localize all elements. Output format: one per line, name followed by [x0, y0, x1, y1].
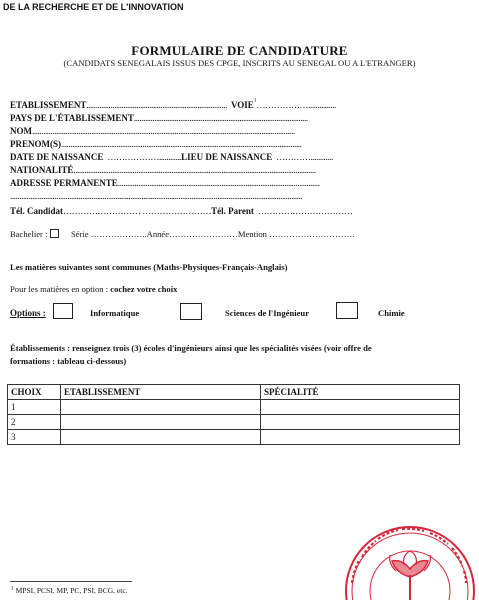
choice-specialite-cell[interactable]: [261, 400, 460, 415]
schools-instruction-line-2: formations : tableau ci-dessous): [10, 356, 127, 366]
lieu-naissance-field[interactable]: …………............: [276, 152, 333, 162]
choice-number: 3: [8, 430, 61, 445]
option-informatique-checkbox[interactable]: [53, 303, 73, 319]
choices-table: [7, 384, 460, 445]
choice-etablissement-cell[interactable]: [61, 400, 261, 415]
form-subtitle: (CANDIDATS SENEGALAIS ISSUS DES CPGE, INSCRITS AU SENEGAL OU A L'ETRANGER): [63, 58, 416, 68]
date-naissance-label: DATE DE NAISSANCE: [10, 152, 104, 162]
choice-specialite-cell[interactable]: [261, 415, 460, 430]
option-chimie-label: Chimie: [378, 308, 405, 318]
header-specialite: SPÉCIALITÉ: [261, 385, 460, 400]
schools-instruction-line-1: [10, 344, 372, 353]
table-row: [8, 430, 460, 445]
lieu-naissance-label: LIEU DE NAISSANCE: [181, 152, 273, 162]
annee-label: Année: [146, 229, 170, 239]
choice-specialite-cell[interactable]: [261, 430, 460, 445]
options-instruction: [10, 285, 177, 294]
adresse-label: ADRESSE PERMANENTE: [10, 178, 118, 188]
voie-field[interactable]: ………………...............: [256, 100, 336, 110]
nationalite-label: NATIONALITÉ: [10, 165, 74, 175]
adresse-field-2[interactable]: ..............................................................................................................................................................: [10, 191, 303, 201]
table-header-row: [8, 385, 460, 400]
choice-etablissement-cell[interactable]: [61, 415, 261, 430]
common-subjects-text: Les matières suivantes sont communes (Maths-Physiques-Français-Anglais): [10, 262, 288, 272]
options-label: Options :: [10, 308, 46, 318]
option-sciences-ingenieur-label: Sciences de l'Ingénieur: [225, 308, 310, 318]
tel-parent-label: Tél. Parent: [211, 206, 254, 216]
etablissement-field[interactable]: ............................................................................: [86, 100, 227, 110]
option-informatique-label: Informatique: [90, 308, 140, 318]
choice-etablissement-cell[interactable]: [61, 430, 261, 445]
prenoms-field[interactable]: ..................................................................................................................................: [61, 139, 302, 149]
footnote: [11, 587, 128, 595]
ministry-header: DE LA RECHERCHE ET DE L'INNOVATION: [3, 2, 184, 12]
header-etablissement: ETABLISSEMENT: [61, 385, 261, 400]
bachelier-line: [10, 229, 355, 239]
footnote-text: MPSI, PCSI, MP, PC, PSI, BCG, etc.: [15, 586, 128, 595]
date-naissance-field[interactable]: ………………............: [107, 152, 182, 162]
mention-field[interactable]: …………………………: [269, 229, 356, 239]
voie-label: VOIE: [230, 100, 254, 110]
adresse-field[interactable]: .............................................................................................................: [117, 178, 320, 188]
option-chimie-checkbox[interactable]: [336, 302, 358, 319]
nationalite-field[interactable]: ...................................................................................................................................: [73, 165, 316, 175]
options-instruction-prefix: Pour les matières en option :: [10, 284, 109, 294]
footnote-marker: 1: [11, 585, 14, 592]
voie-footnote-ref: 1: [253, 97, 257, 104]
bachelier-checkbox[interactable]: [50, 229, 59, 238]
annee-field[interactable]: ……………………: [169, 229, 238, 239]
tel-parent-field[interactable]: ……………………………: [257, 206, 353, 216]
pays-label: PAYS DE L'ÉTABLISSEMENT: [10, 113, 134, 123]
nom-label: NOM: [10, 126, 32, 136]
table-row: [8, 415, 460, 430]
pays-field[interactable]: ..............................................................................................: [133, 113, 308, 123]
footnote-divider: [10, 581, 132, 582]
choice-number: 1: [8, 400, 61, 415]
etablissement-label: ETABLISSEMENT: [10, 100, 87, 110]
form-title: FORMULAIRE DE CANDIDATURE: [131, 43, 348, 58]
table-row: [8, 400, 460, 415]
serie-field[interactable]: ………………..: [90, 229, 147, 239]
tel-candidat-field[interactable]: ……………………… ……………………: [63, 206, 212, 216]
official-stamp-icon: [338, 513, 479, 600]
tel-candidat-label: Tél. Candidat: [10, 206, 64, 216]
options-instruction-bold: cochez votre choix: [110, 284, 178, 294]
telephone-line: [10, 202, 353, 218]
prenoms-label: PRENOM(S): [10, 139, 61, 149]
serie-label: Série: [70, 229, 89, 239]
header-choix: CHOIX: [8, 385, 61, 400]
option-sciences-ingenieur-checkbox[interactable]: [180, 303, 202, 320]
bachelier-label: Bachelier :: [10, 229, 48, 239]
schools-instruction-bold: Établissements: [10, 343, 65, 353]
choice-number: 2: [8, 415, 61, 430]
mention-label: Mention: [237, 229, 267, 239]
nom-field[interactable]: ..............................................................................................................................................: [32, 126, 295, 136]
schools-instruction-text: : renseignez trois (3) écoles d'ingénieurs ainsi que les spécialités visées (voir offre de: [64, 343, 372, 353]
adresse-line-2: [10, 187, 302, 203]
